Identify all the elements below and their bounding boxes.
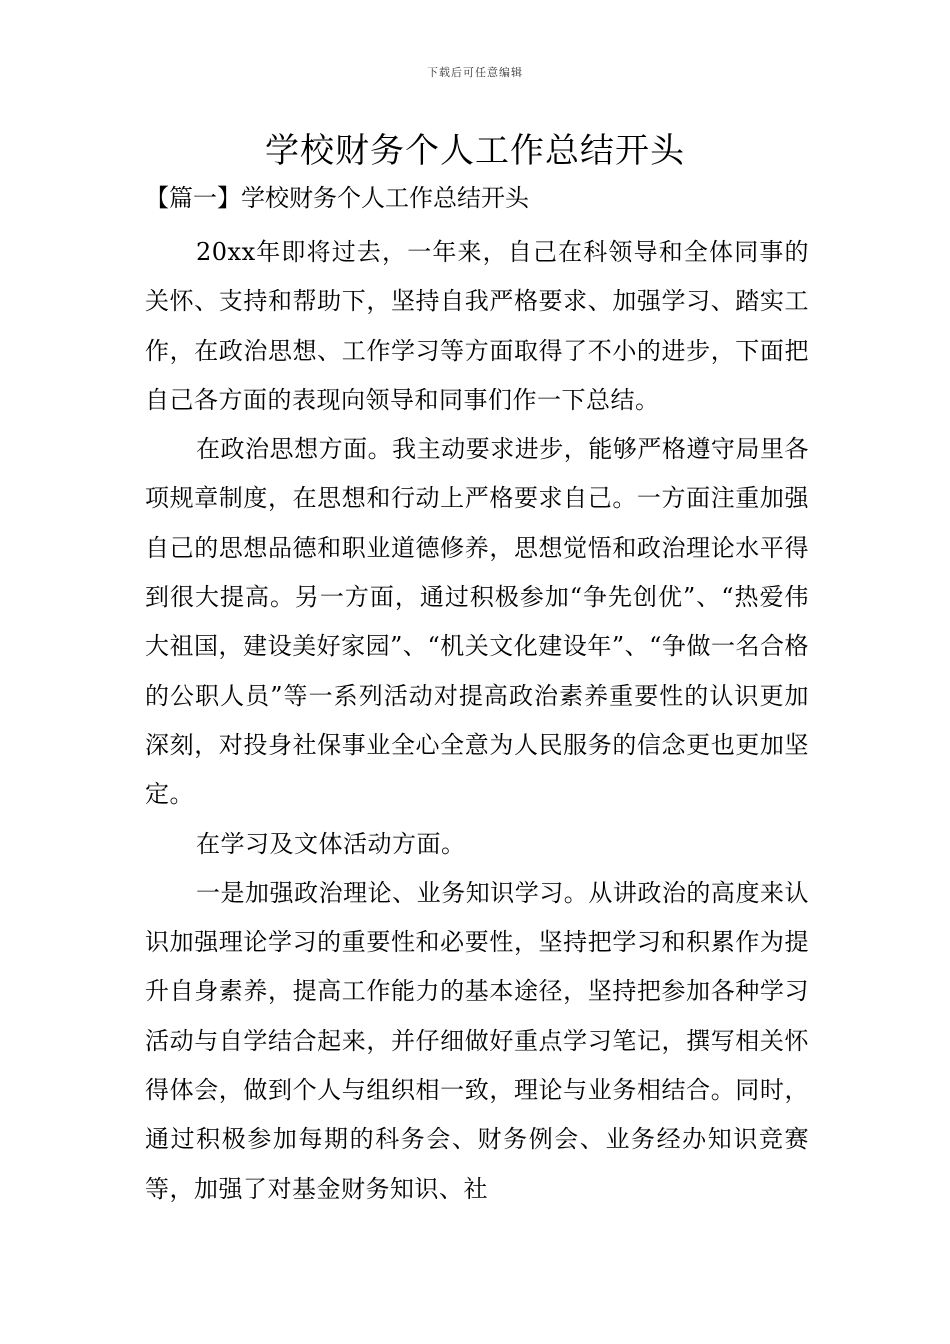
page-header-note: 下载后可任意编辑 [427, 66, 523, 79]
paragraph-political-thought: 在政治思想方面。我主动要求进步，能够严格遵守局里各项规章制度，在思想和行动上严格要求自己。一方面注重加强自己的思想品德和职业道德修养，思想觉悟和政治理论水平得到很大提高。另一方面，通过积极参加“争先创优”、“热爱伟大祖国，建设美好家园”、“机关文化建设年”、“争做一名合格的公职人员”等一系列活动对提高政治素养重要性的认识更加深刻，对投身社保事业全心全意为人民服务的信念更也更加坚定。 [145, 435, 809, 809]
paragraph-intro: 20xx年即将过去，一年来，自己在科领导和全体同事的关怀、支持和帮助下，坚持自我严格要求、加强学习、踏实工作，在政治思想、工作学习等方面取得了不小的进步，下面把自己各方面的表现向领导和同事们作一下总结。 [145, 238, 809, 414]
document-title: 学校财务个人工作总结开头 [265, 131, 685, 171]
paragraph-study-activities-heading: 在学习及文体活动方面。 [196, 829, 466, 858]
document-body [145, 228, 809, 1214]
paragraph-theory-study: 一是加强政治理论、业务知识学习。从讲政治的高度来认识加强理论学习的重要性和必要性，坚持把学习和积累作为提升自身素养，提高工作能力的基本途径，坚持把参加各种学习活动与自学结合起来，并仔细做好重点学习笔记，撰写相关怀得体会，做到个人与组织相一致，理论与业务相结合。同时，通过积极参加每期的科务会、财务例会、业务经办知识竞赛等，加强了对基金财务知识、社 [145, 878, 809, 1203]
section-heading: 【篇一】学校财务个人工作总结开头 [145, 184, 529, 212]
